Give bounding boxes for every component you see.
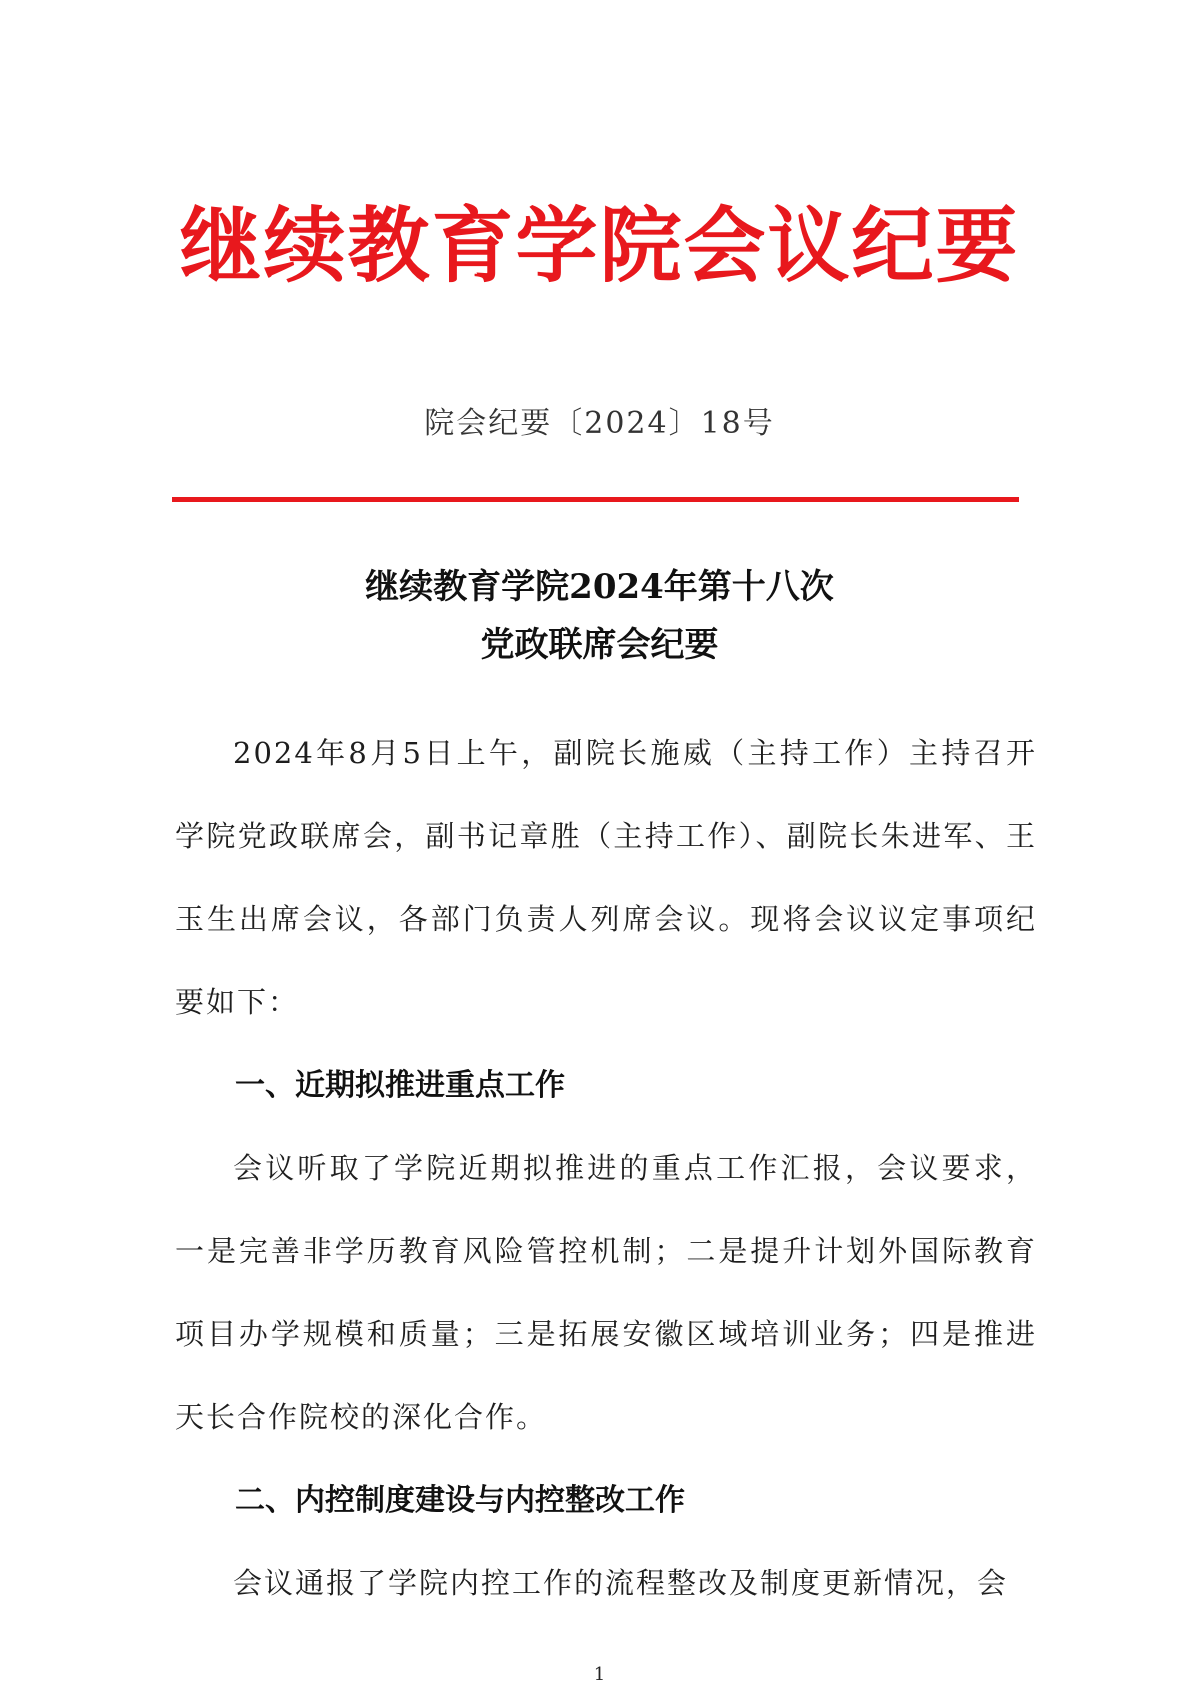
section-heading-2: 二、内控制度建设与内控整改工作 xyxy=(235,1483,685,1518)
section-paragraph-1: 会议听取了学院近期拟推进的重点工作汇报，会议要求，一是完善非学历教育风险管控机制；二是提升计划外国际教育项目办学规模和质量；三是拓展安徽区域培训业务；四是推进天长合作院校的深化合作。 xyxy=(175,1151,1037,1434)
meeting-title xyxy=(0,558,1199,674)
document-number: 院会纪要〔2024〕18号 xyxy=(424,406,775,441)
red-divider-rule xyxy=(172,497,1019,502)
section-paragraph-2: 会议通报了学院内控工作的流程整改及制度更新情况，会 xyxy=(233,1566,1009,1600)
page-number: 1 xyxy=(593,1664,606,1685)
masthead-title: 继续教育学院会议纪要 xyxy=(179,198,1020,294)
intro-paragraph: 2024年8月5日上午，副院长施威（主持工作）主持召开学院党政联席会，副书记章胜（主持工作）、副院长朱进军、王玉生出席会议，各部门负责人列席会议。现将会议议定事项纪要如下： xyxy=(175,736,1037,1019)
section-heading-1: 一、近期拟推进重点工作 xyxy=(235,1068,565,1103)
meeting-title-line-1: 继续教育学院2024年第十八次 xyxy=(365,567,834,607)
document-body xyxy=(175,712,1037,1625)
meeting-title-line-2: 党政联席会纪要 xyxy=(480,625,719,665)
